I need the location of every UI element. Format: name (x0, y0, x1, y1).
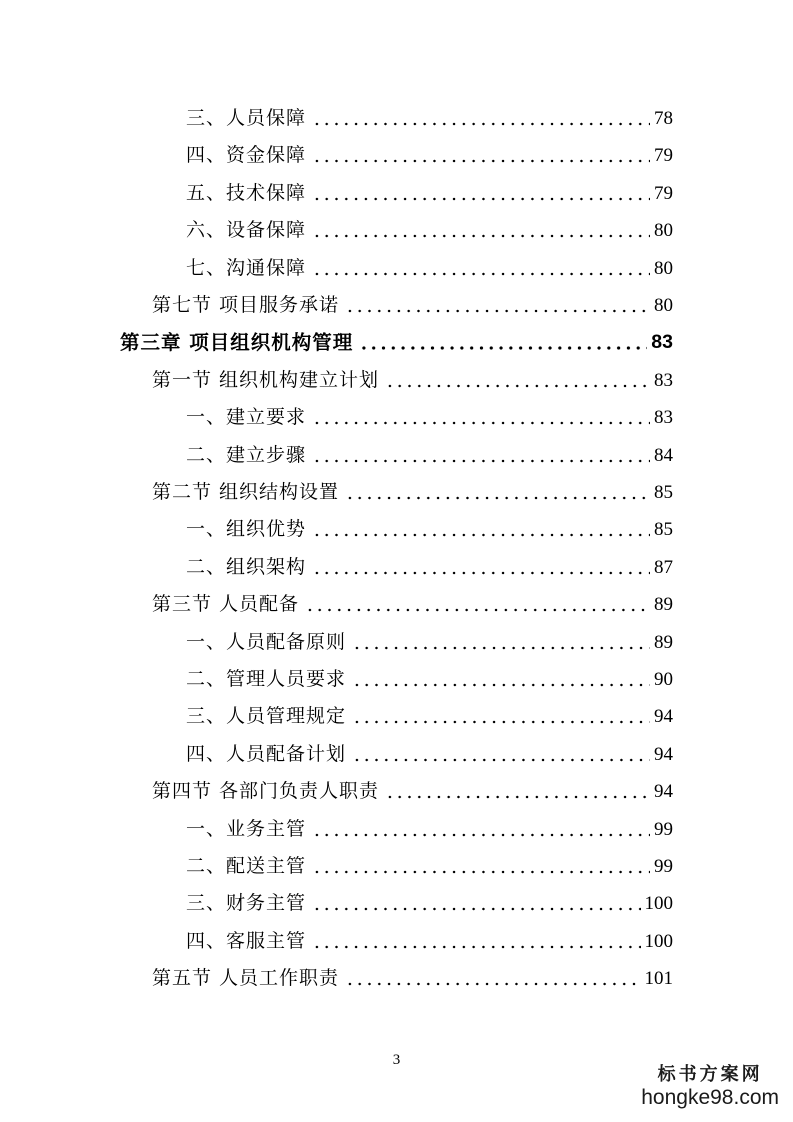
toc-dot-leader (345, 960, 640, 997)
toc-entry-label: 第四节 各部门负责人职责 (152, 780, 380, 803)
toc-subsection-entry[interactable] (186, 923, 673, 960)
toc-dot-leader (312, 511, 650, 548)
toc-entry-label: 二、建立步骤 (186, 443, 307, 466)
toc-subsection-entry[interactable] (186, 661, 673, 698)
toc-entry-label: 二、管理人员要求 (186, 668, 347, 690)
toc-section-entry[interactable] (152, 773, 673, 810)
toc-section-entry[interactable] (152, 362, 673, 399)
toc-dot-leader (305, 586, 650, 623)
toc-entry-page: 80 (654, 295, 673, 316)
toc-subsection-entry[interactable] (186, 624, 673, 661)
toc-subsection-entry[interactable] (186, 736, 673, 773)
toc-entry-label: 四、客服主管 (186, 929, 307, 952)
toc-entry-label: 二、组织架构 (186, 555, 307, 578)
toc-entry-label: 一、建立要求 (186, 406, 307, 429)
toc-entry-label: 第五节 人员工作职责 (152, 967, 340, 990)
toc-entry-label: 二、配送主管 (186, 855, 307, 877)
toc-entry-label: 一、组织优势 (186, 518, 307, 541)
toc-dot-leader (312, 437, 650, 474)
toc-section-entry[interactable] (152, 586, 673, 623)
toc-subsection-entry[interactable] (186, 549, 673, 586)
toc-entry-page: 87 (654, 556, 673, 578)
toc-subsection-entry[interactable] (186, 137, 673, 174)
toc-subsection-entry[interactable] (186, 848, 673, 885)
toc-entry-label: 四、人员配备计划 (186, 742, 347, 765)
toc-entry-page: 83 (654, 369, 673, 391)
toc-entry-page: 94 (654, 781, 673, 803)
toc-entry-label: 七、沟通保障 (186, 256, 307, 279)
toc-entry-page: 80 (654, 220, 673, 242)
toc-entry-page: 80 (654, 257, 673, 279)
toc-entry-page: 90 (654, 669, 673, 690)
toc-dot-leader (352, 624, 650, 661)
toc-entry-page: 99 (654, 856, 673, 877)
toc-subsection-entry[interactable] (186, 100, 673, 137)
toc-dot-leader (312, 399, 650, 436)
toc-entry-page: 101 (644, 968, 673, 990)
toc-dot-leader (359, 324, 647, 361)
toc-entry-label: 一、业务主管 (186, 817, 307, 840)
toc-dot-leader (352, 698, 650, 735)
toc-entry-label: 一、人员配备原则 (186, 630, 347, 653)
toc-entry-label: 第七节 项目服务承诺 (152, 294, 340, 316)
toc-entry-page: 89 (654, 594, 673, 616)
toc-chapter-entry[interactable] (120, 324, 673, 361)
toc-entry-page: 85 (654, 519, 673, 541)
toc-entry-label: 六、设备保障 (186, 219, 307, 242)
watermark-title: 标书方案网 (657, 1064, 763, 1085)
toc-dot-leader (312, 923, 640, 960)
page-number: 3 (392, 1052, 401, 1068)
toc-entry-label: 第一节 组织机构建立计划 (152, 368, 380, 391)
toc-entry-page: 94 (654, 706, 673, 728)
toc-entry-page: 94 (654, 743, 673, 765)
toc-entry-label: 三、财务主管 (186, 892, 307, 915)
toc-subsection-entry[interactable] (186, 175, 673, 212)
toc-dot-leader (345, 287, 650, 324)
toc-entry-label: 第三节 人员配备 (152, 593, 300, 616)
toc-entry-label: 五、技术保障 (186, 181, 307, 204)
toc-entry-page: 78 (654, 108, 673, 129)
toc-entry-page: 84 (654, 444, 673, 466)
toc-dot-leader (312, 885, 640, 922)
toc-dot-leader (312, 212, 650, 249)
toc-entry-page: 83 (654, 407, 673, 429)
toc-dot-leader (352, 661, 650, 698)
toc-subsection-entry[interactable] (186, 885, 673, 922)
toc-dot-leader (312, 811, 650, 848)
toc-dot-leader (312, 848, 650, 885)
toc-dot-leader (312, 175, 650, 212)
toc-dot-leader (345, 474, 650, 511)
toc-section-entry[interactable] (152, 960, 673, 997)
toc-entry-page: 79 (654, 182, 673, 204)
toc-dot-leader (352, 736, 650, 773)
toc-entry-page: 100 (644, 930, 673, 952)
toc-subsection-entry[interactable] (186, 212, 673, 249)
toc-entry-page: 99 (654, 818, 673, 840)
toc-dot-leader (385, 362, 650, 399)
toc-entry-label: 四、资金保障 (186, 144, 307, 167)
toc-entry-label: 第二节 组织结构设置 (152, 481, 340, 503)
toc-dot-leader (312, 250, 650, 287)
toc-entry-label: 三、人员保障 (186, 107, 307, 129)
toc-section-entry[interactable] (152, 287, 673, 324)
toc-entry-label: 第三章 项目组织机构管理 (120, 331, 354, 355)
toc-entry-page: 79 (654, 145, 673, 167)
toc-dot-leader (385, 773, 650, 810)
toc-dot-leader (312, 100, 650, 137)
toc-subsection-entry[interactable] (186, 437, 673, 474)
toc-entry-page: 89 (654, 631, 673, 653)
watermark-url: hongke98.com (641, 1086, 779, 1109)
toc-entry-label: 三、人员管理规定 (186, 705, 347, 728)
toc-section-entry[interactable] (152, 474, 673, 511)
toc-entry-page: 85 (654, 482, 673, 503)
toc-subsection-entry[interactable] (186, 399, 673, 436)
watermark (641, 1060, 779, 1110)
toc-entry-page: 100 (644, 893, 673, 915)
toc-subsection-entry[interactable] (186, 698, 673, 735)
toc-subsection-entry[interactable] (186, 811, 673, 848)
toc-subsection-entry[interactable] (186, 511, 673, 548)
toc-dot-leader (312, 137, 650, 174)
toc-subsection-entry[interactable] (186, 250, 673, 287)
toc-dot-leader (312, 549, 650, 586)
toc-entry-page: 83 (651, 331, 673, 354)
